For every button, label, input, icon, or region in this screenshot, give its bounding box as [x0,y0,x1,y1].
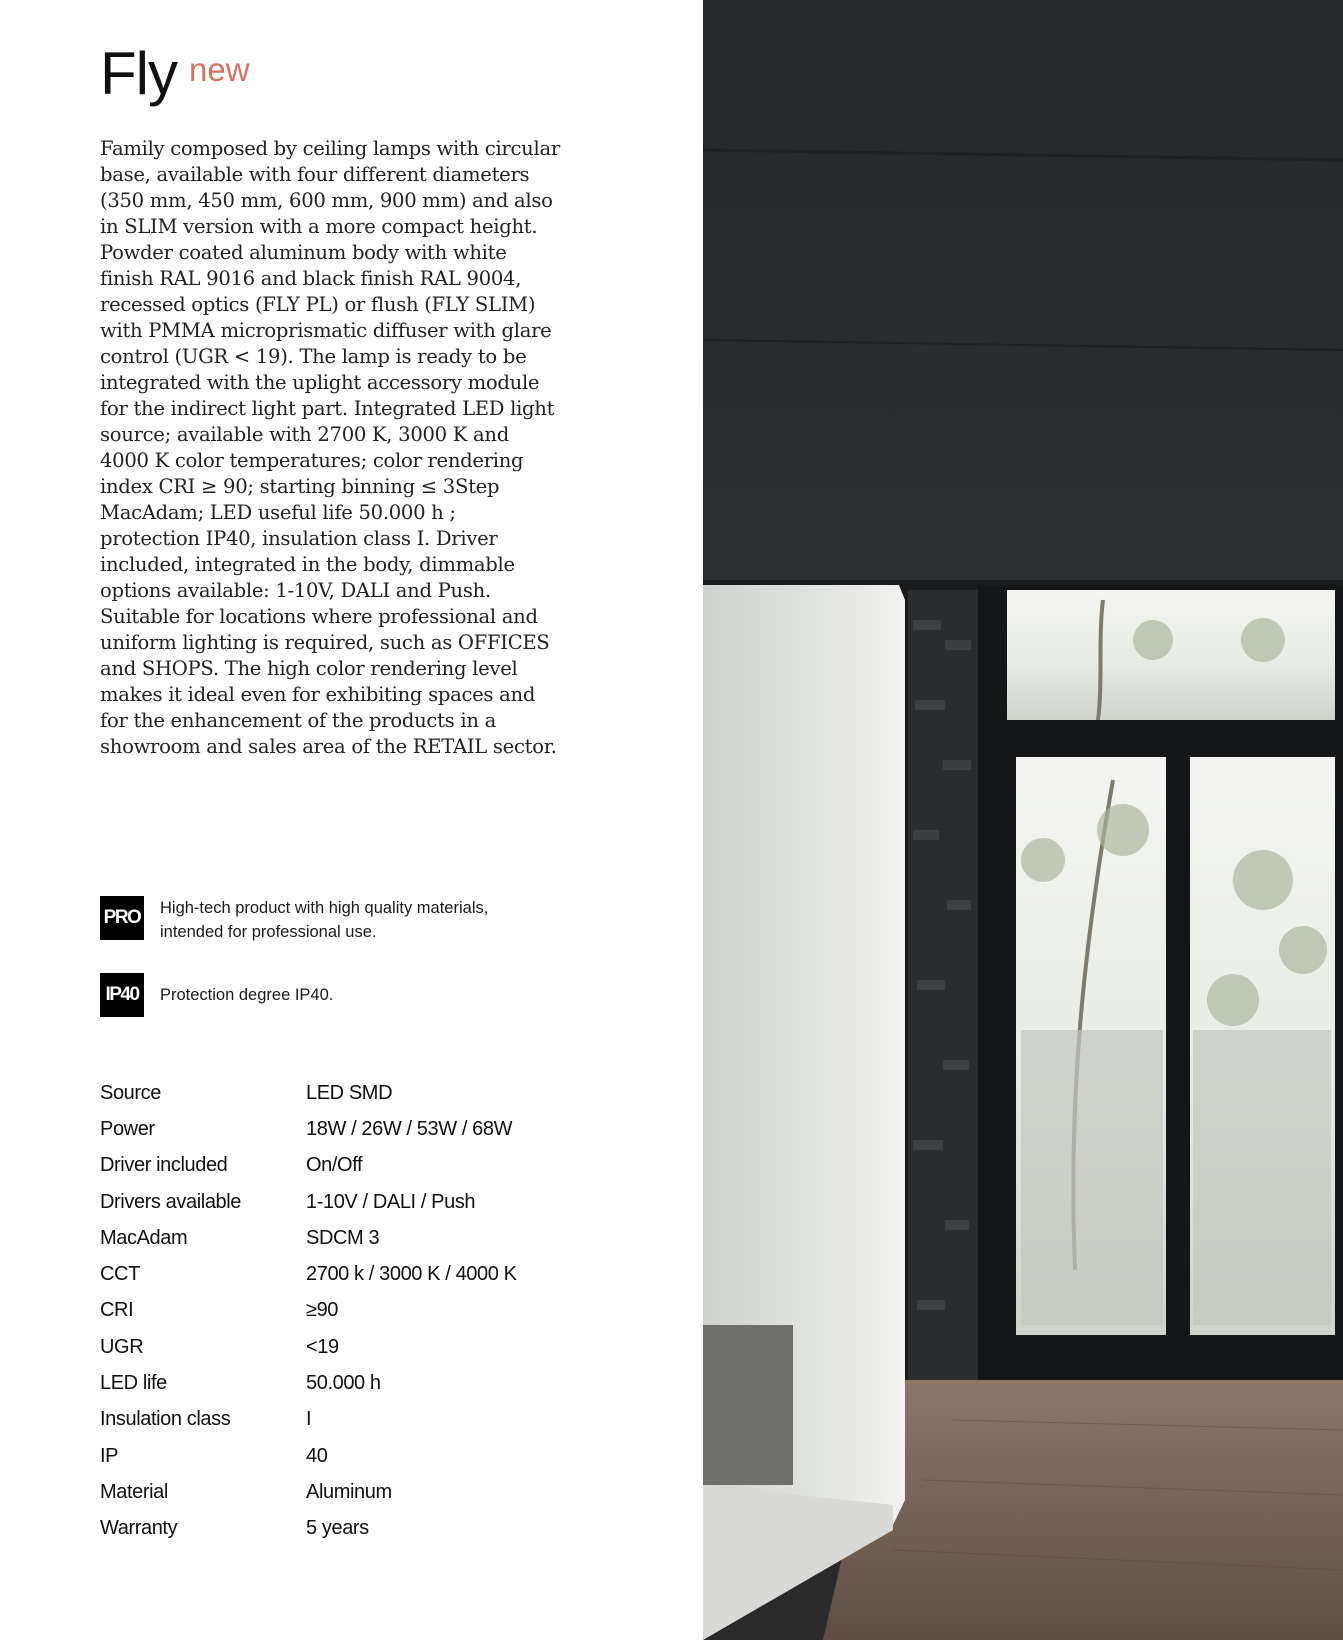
spec-label: IP [100,1444,119,1467]
spec-value: 40 [306,1444,328,1467]
spec-row [100,1474,570,1510]
interior-photo-illustration [703,0,1343,1640]
new-tag: new [188,51,250,88]
spec-row [100,1329,570,1365]
feature-pro [100,896,540,944]
spec-label: Insulation class [100,1408,231,1431]
feature-ip40 [100,973,540,1017]
spec-value: Aluminum [306,1480,392,1503]
interior-photo [703,0,1343,1640]
spec-row [100,1075,570,1111]
spec-row [100,1511,570,1547]
spec-row [100,1256,570,1292]
ip40-badge-icon: IP40 [100,973,144,1017]
spec-row [100,1365,570,1401]
spec-label: UGR [100,1335,144,1358]
spec-value: LED SMD [306,1081,393,1104]
feature-pro-text: High-tech product with high quality materials, intended for professional use. [160,899,489,941]
spec-value: 5 years [306,1517,369,1540]
spec-label: Driver included [100,1154,228,1177]
spec-row [100,1293,570,1329]
spec-value: SDCM 3 [306,1226,380,1249]
spec-row [100,1184,570,1220]
spec-row [100,1148,570,1184]
spec-row [100,1111,570,1147]
spec-value: 50.000 h [306,1372,381,1395]
spec-value: 1-10V / DALI / Push [306,1190,476,1213]
spec-value: ≥90 [306,1299,339,1322]
spec-value: <19 [306,1335,339,1358]
spec-label: Source [100,1081,161,1104]
spec-row [100,1220,570,1256]
title-block [100,40,250,107]
spec-table [100,1075,570,1547]
spec-value: On/Off [306,1154,363,1177]
spec-label: Material [100,1480,168,1503]
spec-label: CRI [100,1299,134,1322]
spec-value: 18W / 26W / 53W / 68W [306,1117,513,1140]
pro-badge-icon: PRO [100,896,144,940]
product-description: Family composed by ceiling lamps with circular base, available with four different diameters (350 mm, 450 mm, 600 mm, 900 mm) and also in SLIM version with a more compact height. Powder coated aluminum body with white finish RAL 9016 and black finish RAL 9004, recessed optics (FLY PL) or flush (FLY SLIM) with PMMA microprismatic diffuser with glare control (UGR < 19). The lamp is ready to be integrated with the uplight accessory module for the indirect light part. Integrated LED light source; available with 2700 K, 3000 K and 4000 K color temperatures; color rendering index CRI ≥ 90; starting binning ≤ 3Step MacAdam; LED useful life 50.000 h ; protection IP40, insulation class I. Driver included, integrated in the body, dimmable options available: 1-10V, DALI and Push. Suitable for locations where professional and uniform lighting is required, such as OFFICES and SHOPS. The high color rendering level makes it ideal even for exhibiting spaces and for the enhancement of the products in a showroom and sales area of the RETAIL sector. [100,137,560,758]
product-title: Fly [100,40,177,107]
feature-ip40-text: Protection degree IP40. [160,986,334,1004]
spec-label: Drivers available [100,1190,242,1213]
spec-label: LED life [100,1372,167,1395]
spec-value: I [306,1408,312,1431]
spec-label: Warranty [100,1517,178,1540]
spec-row [100,1438,570,1474]
spec-label: CCT [100,1263,140,1286]
spec-row [100,1402,570,1438]
spec-label: MacAdam [100,1226,188,1249]
spec-label: Power [100,1117,155,1140]
spec-value: 2700 k / 3000 K / 4000 K [306,1263,517,1286]
